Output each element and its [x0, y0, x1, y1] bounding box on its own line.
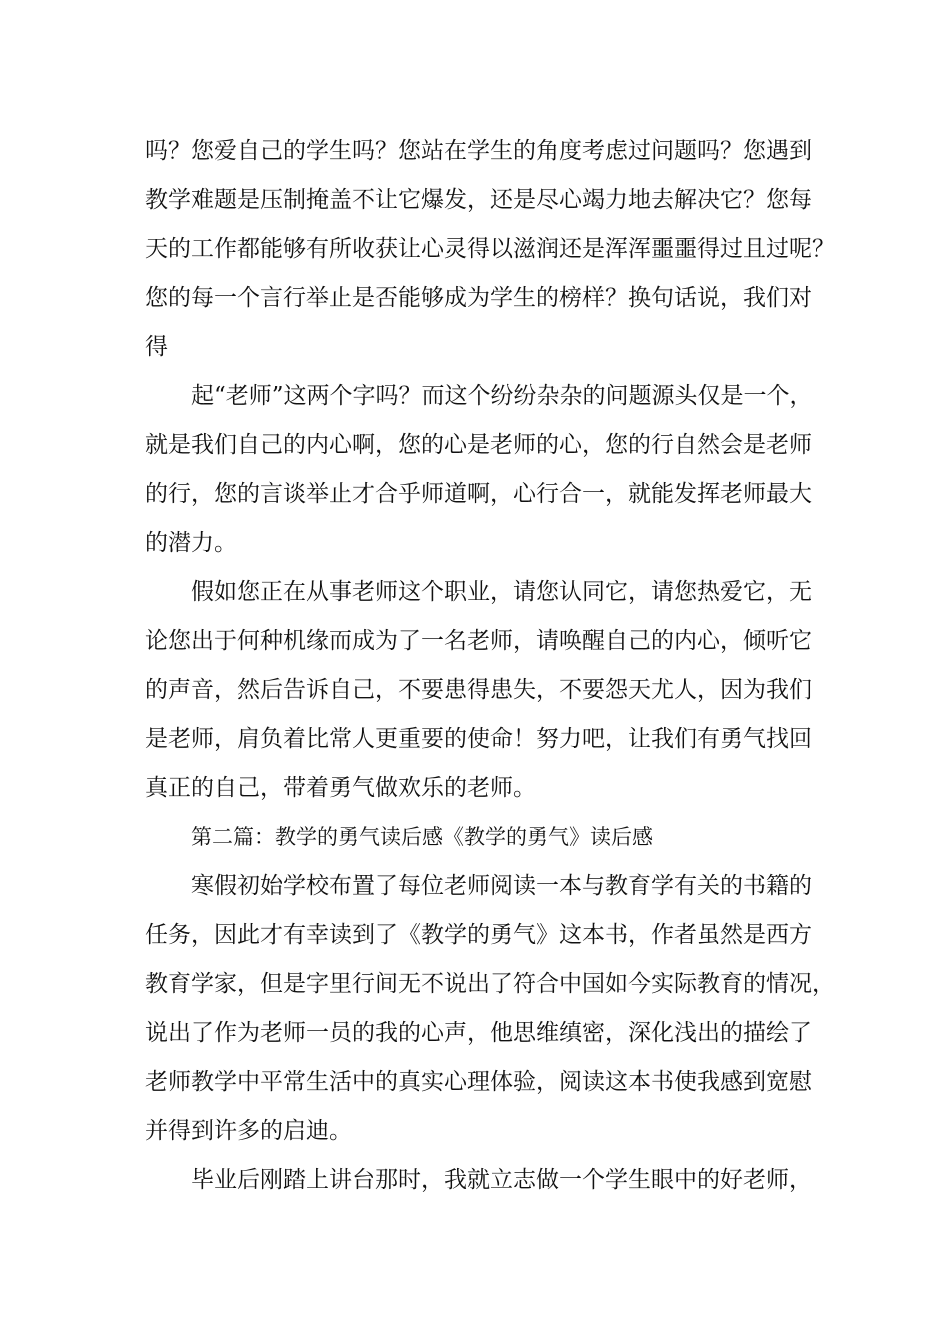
text-line: 说出了作为老师一员的我的心声，他思维缜密，深化浅出的描绘了 [145, 1020, 812, 1046]
section-heading: 第二篇：教学的勇气读后感《教学的勇气》读后感 [191, 825, 653, 849]
text-line: 是老师，肩负着比常人更重要的使命！努力吧，让我们有勇气找回 [145, 726, 812, 752]
text-line: 教学难题是压制掩盖不让它爆发，还是尽心竭力地去解决它？您每 [145, 187, 812, 213]
text-line: 就是我们自己的内心啊，您的心是老师的心，您的行自然会是老师 [145, 432, 812, 458]
text-line: 您的每一个言行举止是否能够成为学生的榜样？换句话说，我们对 [145, 285, 812, 311]
paragraph-start-line: 起“老师”这两个字吗？而这个纷纷杂杂的问题源头仅是一个， [191, 383, 813, 409]
text-line: 的潜力。 [145, 530, 237, 556]
text-line: 并得到许多的启迪。 [145, 1118, 352, 1144]
text-line: 老师教学中平常生活中的真实心理体验，阅读这本书使我感到宽慰 [145, 1069, 812, 1095]
document-body [145, 127, 835, 1205]
text-line: 任务，因此才有幸读到了《教学的勇气》这本书，作者虽然是西方 [145, 922, 812, 948]
paragraph-start-line: 假如您正在从事老师这个职业，请您认同它，请您热爱它，无 [191, 579, 812, 605]
text-line: 教育学家，但是字里行间无不说出了符合中国如今实际教育的情况， [145, 971, 835, 997]
text-line: 的声音，然后告诉自己，不要患得患失，不要怨天尤人，因为我们 [145, 677, 812, 703]
paragraph-start-line: 毕业后刚踏上讲台那时，我就立志做一个学生眼中的好老师， [191, 1167, 812, 1193]
text-line: 论您出于何种机缘而成为了一名老师，请唤醒自己的内心，倾听它 [145, 628, 812, 654]
text-line: 天的工作都能够有所收获让心灵得以滋润还是浑浑噩噩得过且过呢？ [145, 236, 835, 262]
paragraph-start-line: 寒假初始学校布置了每位老师阅读一本与教育学有关的书籍的 [191, 873, 812, 899]
text-line: 吗？您爱自己的学生吗？您站在学生的角度考虑过问题吗？您遇到 [145, 138, 812, 164]
text-line: 的行，您的言谈举止才合乎师道啊，心行合一，就能发挥老师最大 [145, 481, 812, 507]
text-line: 得 [145, 334, 168, 360]
text-line: 真正的自己，带着勇气做欢乐的老师。 [145, 775, 536, 801]
